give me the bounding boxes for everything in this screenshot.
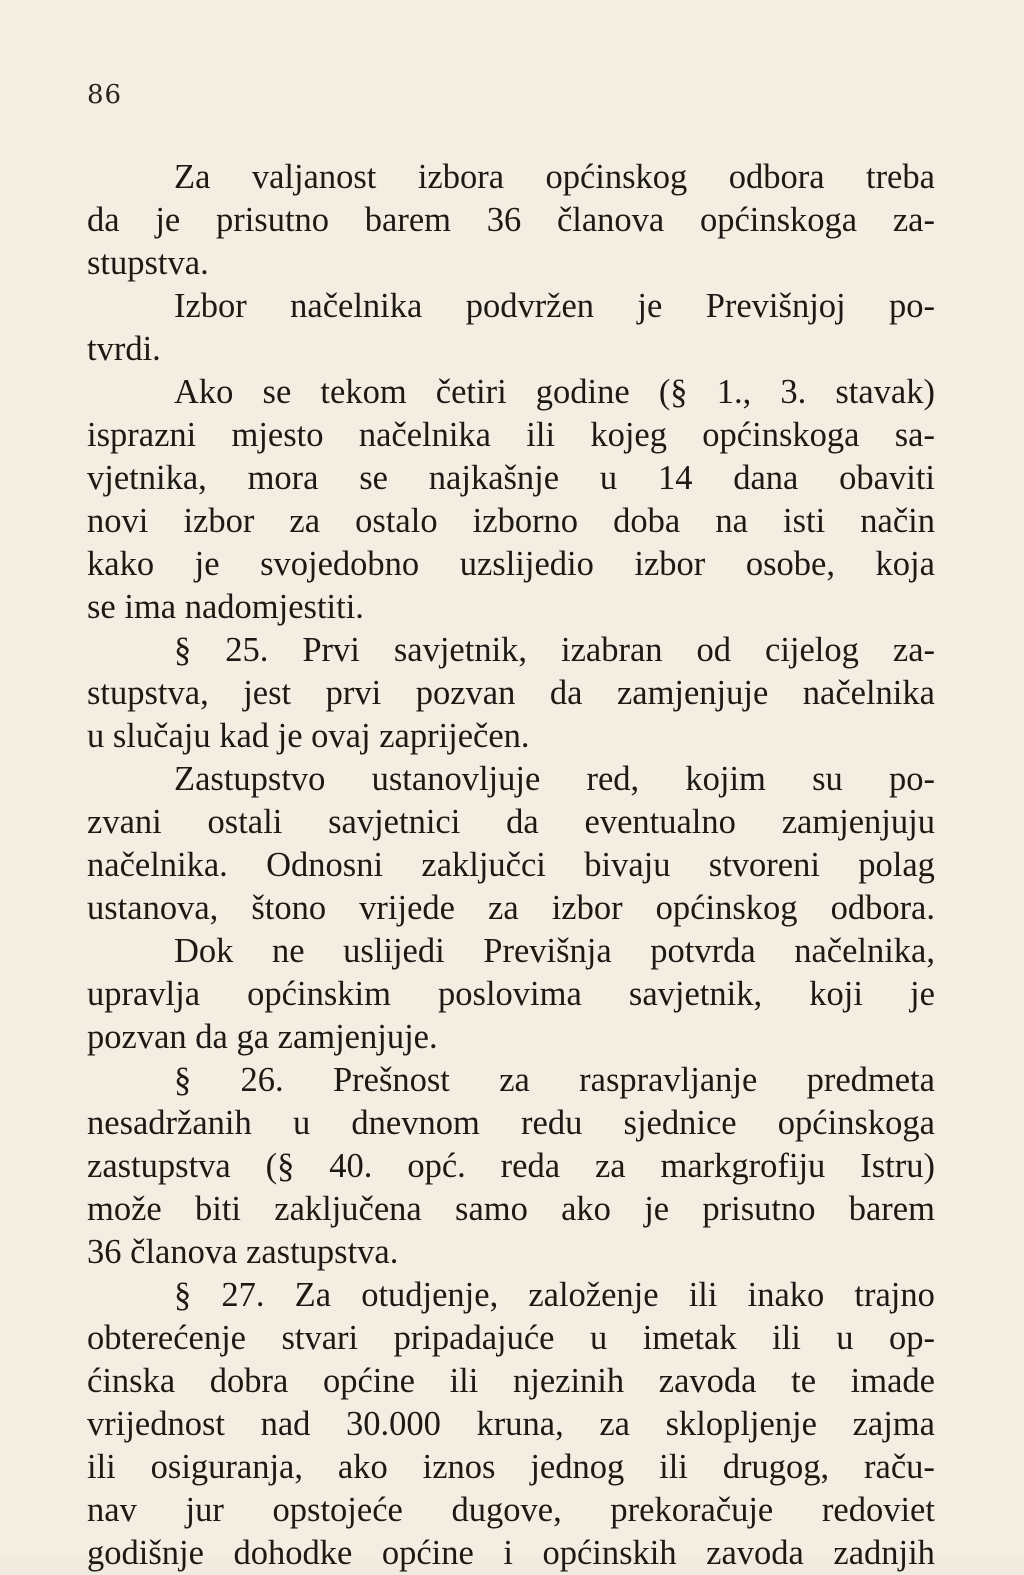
text-line: 36 članova zastupstva. (87, 1233, 399, 1271)
text-line: Dok ne uslijedi Previšnja potvrda načelnika, (174, 932, 935, 970)
text-line: Ako se tekom četiri godine (§ 1., 3. stavak) (174, 373, 935, 411)
text-line: ili osiguranja, ako iznos jednog ili drugog, raču- (87, 1448, 935, 1486)
text-line: načelnika. Odnosni zaključci bivaju stvoreni polag (87, 846, 935, 884)
text-line: može biti zaključena samo ako je prisutno barem (87, 1190, 935, 1228)
text-line: Za valjanost izbora općinskog odbora treba (174, 158, 935, 196)
text-line: ustanova, štono vrijede za izbor općinskog odbora. (87, 889, 935, 927)
text-line: nesadržanih u dnevnom redu sjednice općinskoga (87, 1104, 935, 1142)
text-line: zvani ostali savjetnici da eventualno zamjenjuju (87, 803, 935, 841)
text-line: kako je svojedobno uzslijedio izbor osobe, koja (87, 545, 935, 583)
text-line: § 25. Prvi savjetnik, izabran od cijelog za- (174, 631, 935, 669)
text-line: stupstva. (87, 244, 209, 282)
text-line: stupstva, jest prvi pozvan da zamjenjuje načelnika (87, 674, 935, 712)
text-line: se ima nadomjestiti. (87, 588, 364, 626)
text-line: tvrdi. (87, 330, 161, 368)
text-line: Izbor načelnika podvržen je Previšnjoj po- (174, 287, 935, 325)
text-line: pozvan da ga zamjenjuje. (87, 1018, 438, 1056)
text-line: ćinska dobra općine ili njezinih zavoda te imade (87, 1362, 935, 1400)
text-line: godišnje dohodke općine i općinskih zavoda zadnjih (87, 1534, 935, 1572)
text-line: isprazni mjesto načelnika ili kojeg općinskoga sa- (87, 416, 935, 454)
body-text (87, 156, 935, 1575)
text-line: § 27. Za otudjenje, založenje ili inako trajno (174, 1276, 935, 1314)
page-number: 86 (87, 80, 123, 110)
text-line: vrijednost nad 30.000 kruna, za sklopljenje zajma (87, 1405, 935, 1443)
text-line: Zastupstvo ustanovljuje red, kojim su po- (174, 760, 935, 798)
text-line: vjetnika, mora se najkašnje u 14 dana obaviti (87, 459, 935, 497)
text-line: zastupstva (§ 40. opć. reda za markgrofiju Istru) (87, 1147, 935, 1185)
text-line: da je prisutno barem 36 članova općinskoga za- (87, 201, 935, 239)
text-line: obterećenje stvari pripadajuće u imetak ili u op- (87, 1319, 935, 1357)
text-line: novi izbor za ostalo izborno doba na isti način (87, 502, 935, 540)
text-line: nav jur opstojeće dugove, prekoračuje redoviet (87, 1491, 935, 1529)
text-line: § 26. Prešnost za raspravljanje predmeta (174, 1061, 935, 1099)
text-line: u slučaju kad je ovaj zapriječen. (87, 717, 530, 755)
text-line: upravlja općinskim poslovima savjetnik, koji je (87, 975, 935, 1013)
